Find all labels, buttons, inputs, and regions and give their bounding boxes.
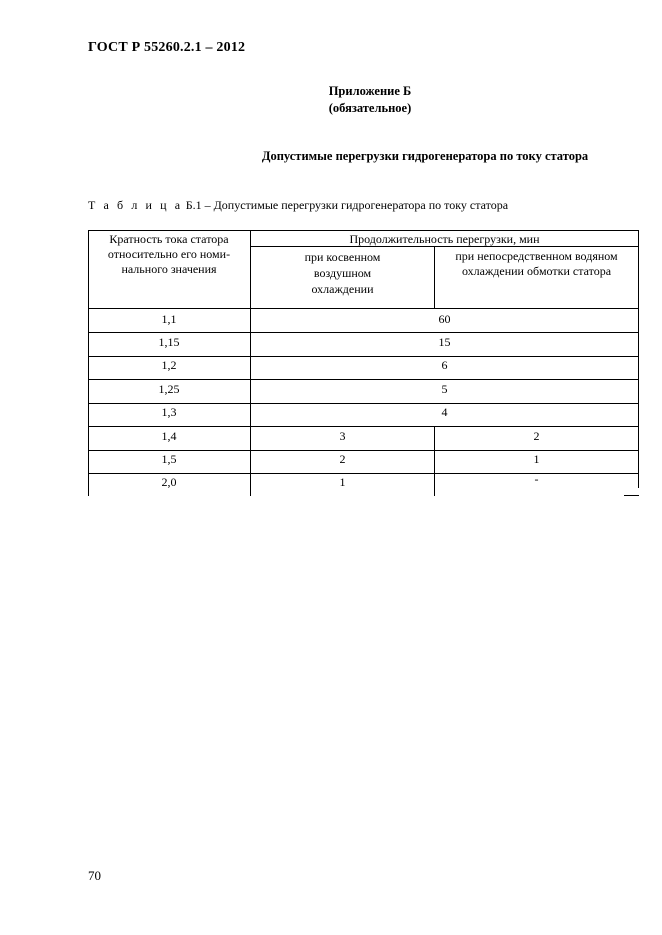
table-border-top (88, 230, 639, 231)
header-indirect-line: при косвенном (304, 250, 381, 264)
table-cell-duration: 5 (441, 382, 448, 396)
row-line-4 (88, 403, 639, 404)
table-cell-ratio: 1,1 (161, 312, 177, 326)
overload-table (88, 230, 639, 496)
page-number: 70 (88, 868, 101, 883)
section-title: Допустимые перегрузки гидрогенератора по току статора (261, 149, 589, 163)
row-line-1 (88, 332, 639, 333)
table-cell-ratio: 1,5 (161, 452, 177, 466)
header-direct-cooling (435, 249, 638, 279)
row-line-6 (88, 450, 639, 451)
header-duration-group: Продолжительность перегрузки, мин (349, 232, 540, 246)
row-line-3 (88, 379, 639, 380)
header-ratio (88, 232, 250, 277)
table-cell-ratio: 2,0 (161, 475, 177, 489)
table-cell-duration: 15 (438, 335, 451, 349)
row-line-5 (88, 426, 639, 427)
document-id: ГОСТ Р 55260.2.1 – 2012 (88, 40, 246, 55)
table-cell-indirect: 1 (339, 475, 346, 489)
table-cell-duration: 4 (441, 405, 448, 419)
appendix-heading (230, 83, 510, 117)
appendix-subtitle: (обязательное) (328, 101, 412, 115)
table-cell-duration: 6 (441, 358, 448, 372)
header-ratio-line: относительно его номи- (107, 247, 231, 261)
header-direct-line: охлаждении обмотки статора (461, 264, 612, 278)
table-border-bottom-stub (624, 495, 639, 496)
table-cell-ratio: 1,4 (161, 429, 177, 443)
table-caption-text: Б.1 – Допустимые перегрузки гидрогенератора по току статора (182, 198, 509, 212)
header-ratio-line: Кратность тока статора (109, 232, 229, 246)
header-bottom-line (88, 308, 639, 309)
header-indirect-cooling (251, 249, 434, 297)
table-caption (88, 198, 508, 213)
table-caption-prefix: Т а б л и ц а (88, 198, 183, 212)
table-cell-direct: - (534, 472, 539, 486)
table-cell-ratio: 1,2 (161, 358, 177, 372)
table-cell-direct: 2 (533, 429, 540, 443)
table-cell-ratio: 1,25 (158, 382, 180, 396)
table-cell-direct: 1 (533, 452, 540, 466)
table-cell-ratio: 1,15 (158, 335, 180, 349)
appendix-title: Приложение Б (328, 84, 412, 98)
header-indirect-line: охлаждении (311, 282, 374, 296)
header-indirect-line: воздушном (313, 266, 372, 280)
row-line-2 (88, 356, 639, 357)
header-direct-line: при непосредственном водяном (455, 249, 618, 263)
table-cell-indirect: 3 (339, 429, 346, 443)
header-ratio-line: нального значения (121, 262, 217, 276)
table-cell-indirect: 2 (339, 452, 346, 466)
table-cell-duration: 60 (438, 312, 451, 326)
table-cell-ratio: 1,3 (161, 405, 177, 419)
